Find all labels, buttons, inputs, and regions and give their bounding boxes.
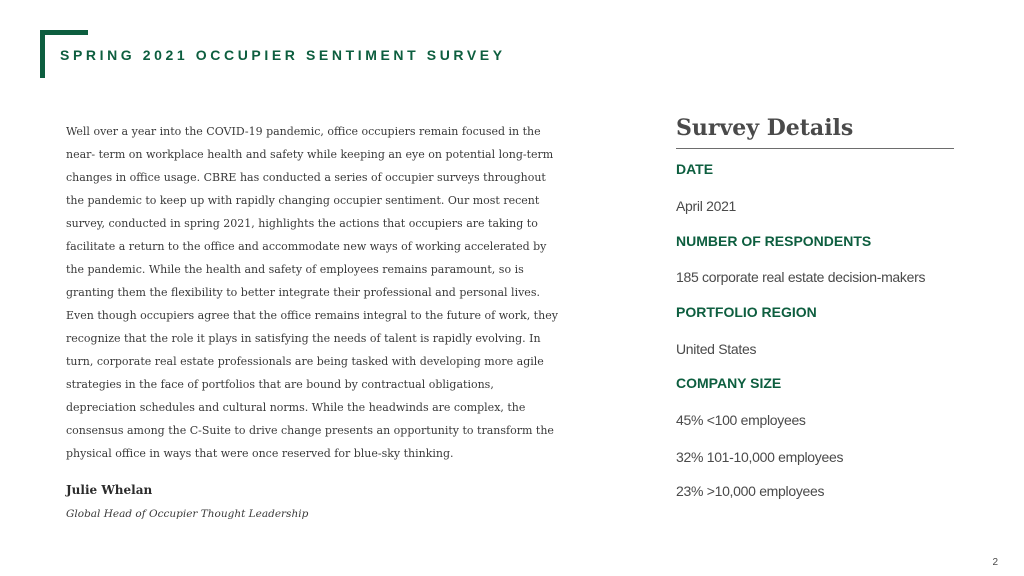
author-title: Global Head of Occupier Thought Leadership: [66, 508, 309, 520]
intro-paragraph: Well over a year into the COVID-19 pandemic, office occupiers remain focused in the near- term on workplace health and safety while keeping an eye on potential long-term changes in office usage. CBRE has conducted a series of occupier surveys throughout the pandemic to keep up with rapidly changing occupier sentiment. Our most recent survey, conducted in spring 2021, highlights the actions that occupiers are taking to facilitate a return to the office and accommodate new ways of working accelerated by the pandemic. While the health and safety of employees remains paramount, so is granting them the flexibility to better integrate their professional and personal lives. Even though occupiers agree that the office remains integral to the future of work, they recognize that the role it plays in satisfying the needs of talent is rapidly evolving. In turn, corporate real estate professionals are being tasked with developing more agile strategies in the face of portfolios that are bound by contractual obligations, depreciation schedules and cultural norms. While the headwinds are complex, the consensus among the C-Suite to drive change presents an opportunity to transform the physical office in ways that were once reserved for blue-sky thinking.: [66, 125, 558, 460]
heading-divider: [676, 148, 954, 149]
company-size-large: 23% >10,000 employees: [676, 483, 825, 499]
company-size-label: COMPANY SIZE: [676, 375, 782, 391]
company-size-medium: 32% 101-10,000 employees: [676, 449, 844, 465]
date-value: April 2021: [676, 198, 737, 214]
author-name: Julie Whelan: [66, 483, 153, 497]
respondents-value: 185 corporate real estate decision-makers: [676, 269, 926, 285]
page-number: 2: [992, 557, 998, 568]
slide-title: SPRING 2021 OCCUPIER SENTIMENT SURVEY: [60, 47, 506, 63]
survey-details-panel: [676, 112, 954, 499]
date-label: DATE: [676, 161, 714, 177]
region-value: United States: [676, 341, 757, 357]
respondents-label: NUMBER OF RESPONDENTS: [676, 233, 872, 249]
intro-section: [66, 120, 566, 465]
region-label: PORTFOLIO REGION: [676, 304, 817, 320]
survey-details-heading: Survey Details: [676, 115, 854, 141]
company-size-small: 45% <100 employees: [676, 412, 806, 428]
